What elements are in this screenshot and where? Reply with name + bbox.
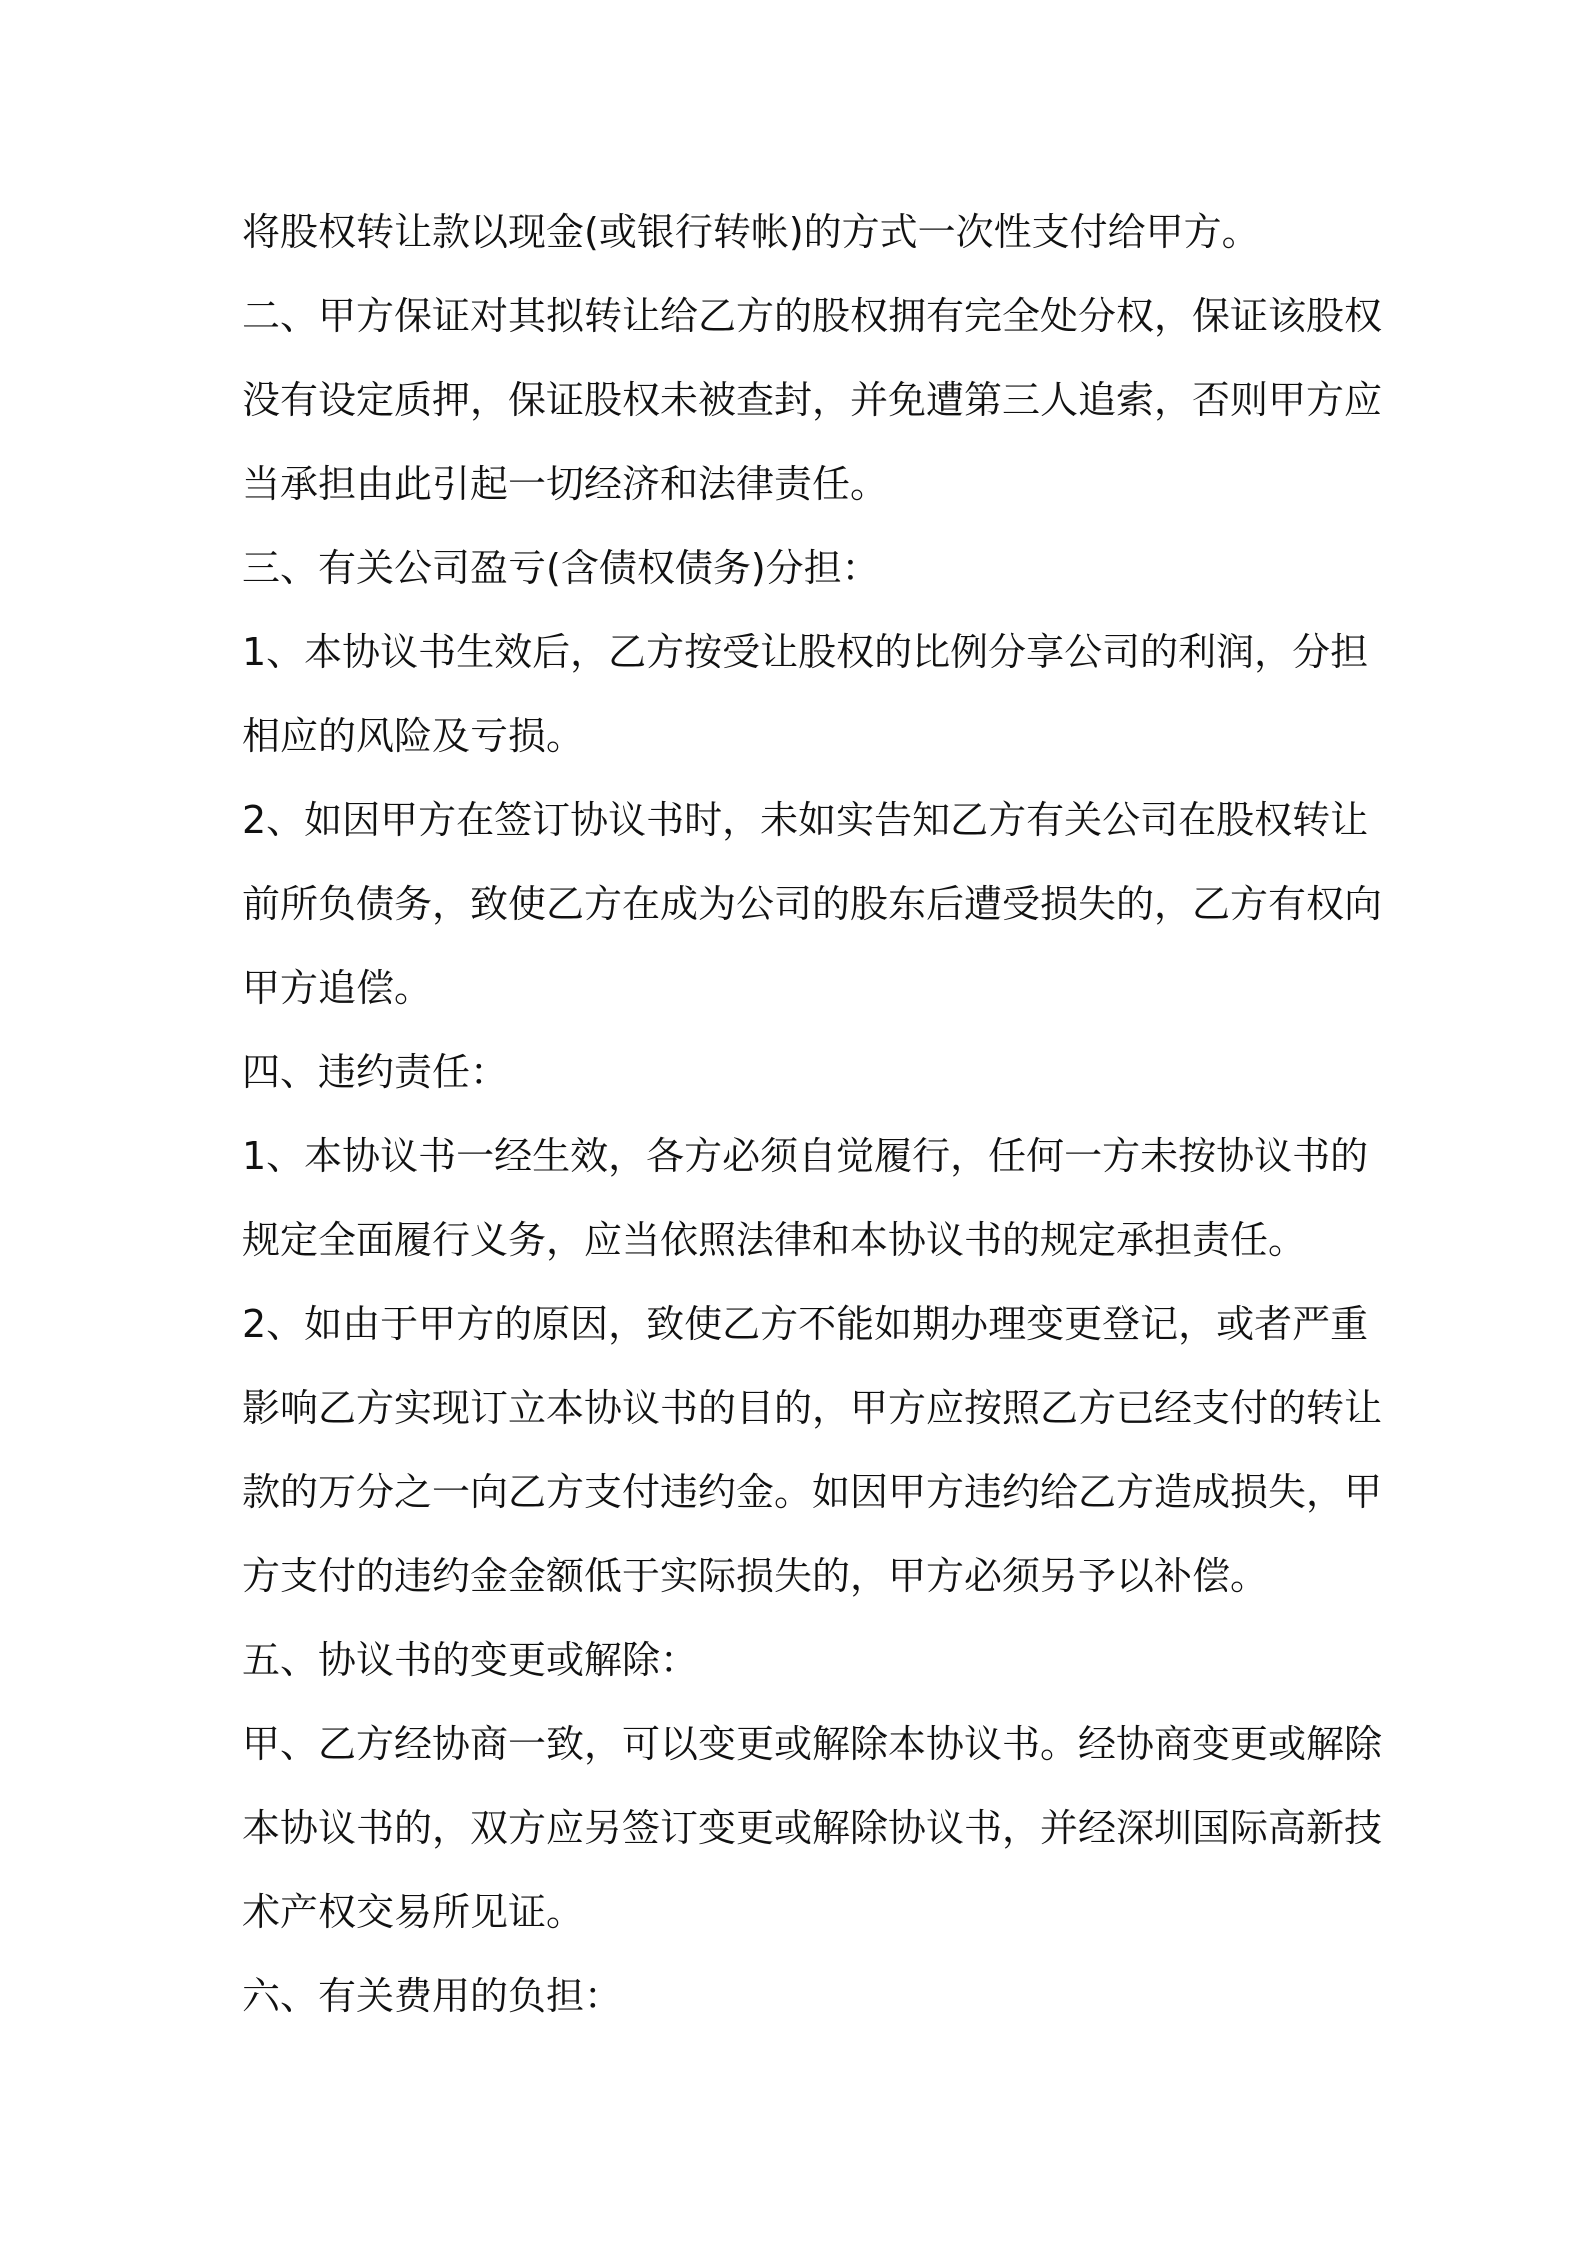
section-heading: 四、违约责任： <box>242 1050 509 1094</box>
text-line: 没有设定质押，保证股权未被查封，并免遭第三人追索，否则甲方应 <box>242 378 1383 422</box>
text-line: 方支付的违约金金额低于实际损失的，甲方必须另予以补偿。 <box>242 1554 1269 1598</box>
text-line: 前所负债务，致使乙方在成为公司的股东后遭受损失的，乙方有权向 <box>242 882 1383 926</box>
text-line: 规定全面履行义务，应当依照法律和本协议书的规定承担责任。 <box>242 1218 1307 1262</box>
text-line: 1、本协议书一经生效，各方必须自觉履行，任何一方未按协议书的 <box>242 1134 1369 1178</box>
text-line: 甲、乙方经协商一致，可以变更或解除本协议书。经协商变更或解除 <box>242 1722 1383 1766</box>
document-body <box>242 190 1383 2038</box>
text-line: 术产权交易所见证。 <box>242 1890 585 1934</box>
section-heading: 三、有关公司盈亏(含债权债务)分担： <box>242 546 880 590</box>
text-line: 二、甲方保证对其拟转让给乙方的股权拥有完全处分权，保证该股权 <box>242 294 1383 338</box>
text-line: 1、本协议书生效后，乙方按受让股权的比例分享公司的利润，分担 <box>242 630 1369 674</box>
text-line: 当承担由此引起一切经济和法律责任。 <box>242 462 889 506</box>
section-heading: 六、有关费用的负担： <box>242 1974 623 2018</box>
text-line: 款的万分之一向乙方支付违约金。如因甲方违约给乙方造成损失，甲 <box>242 1470 1383 1514</box>
text-line: 甲方追偿。 <box>242 966 433 1010</box>
text-line: 相应的风险及亏损。 <box>242 714 585 758</box>
text-line: 本协议书的，双方应另签订变更或解除协议书，并经深圳国际高新技 <box>242 1806 1383 1850</box>
section-heading: 五、协议书的变更或解除： <box>242 1638 699 1682</box>
text-line: 2、如因甲方在签订协议书时，未如实告知乙方有关公司在股权转让 <box>242 798 1369 842</box>
text-line: 将股权转让款以现金(或银行转帐)的方式一次性支付给甲方。 <box>242 210 1260 254</box>
text-line: 影响乙方实现订立本协议书的目的，甲方应按照乙方已经支付的转让 <box>242 1386 1383 1430</box>
text-line: 2、如由于甲方的原因，致使乙方不能如期办理变更登记，或者严重 <box>242 1302 1369 1346</box>
